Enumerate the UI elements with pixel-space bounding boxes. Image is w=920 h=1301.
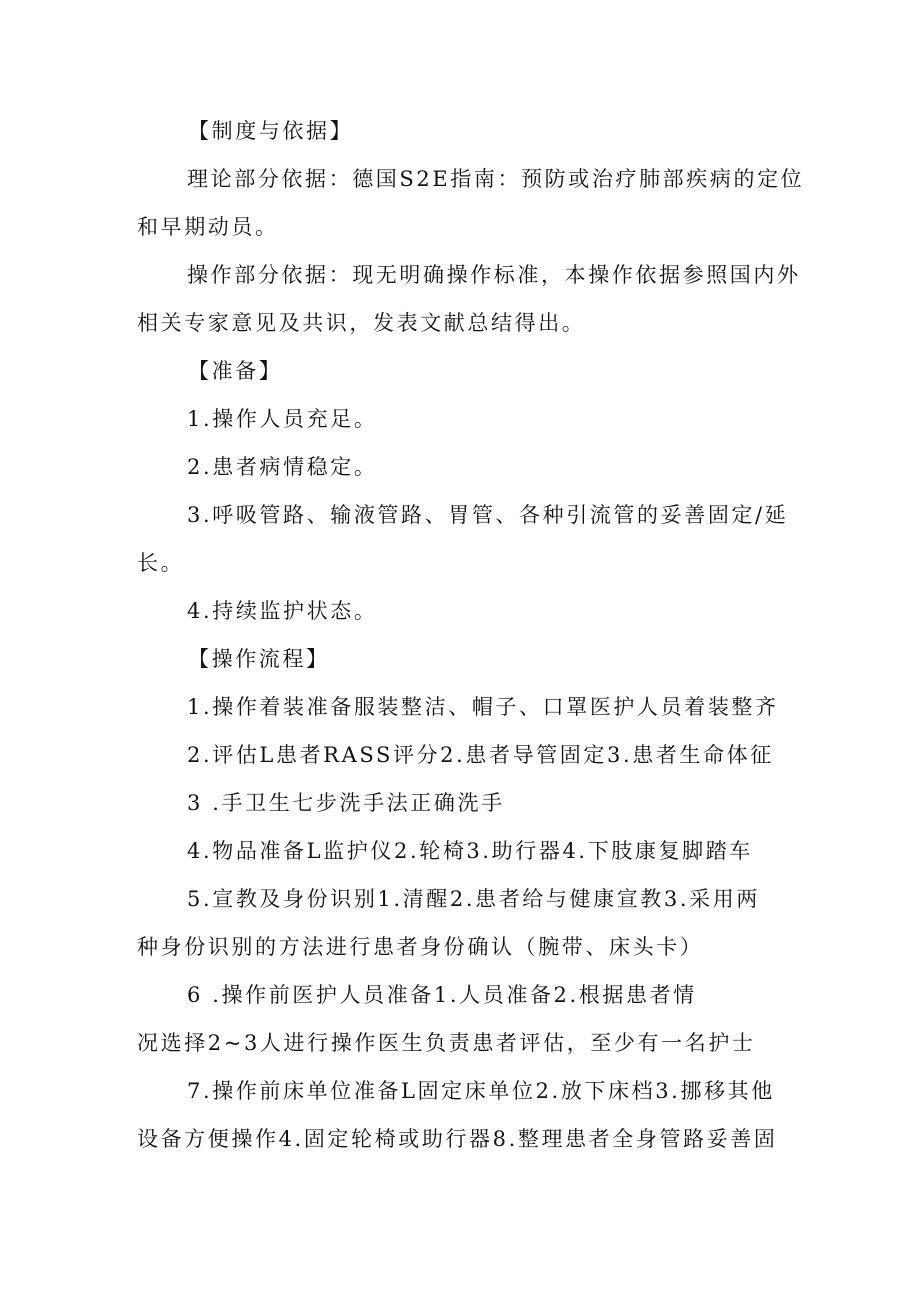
- preparation-item-4: 4.持续监护状态。: [187, 599, 378, 623]
- section-heading-preparation: 【准备】: [188, 359, 283, 383]
- procedure-item-5-line-1: 5.宣教及身份识别1.清醒2.患者给与健康宣教3.采用两: [187, 887, 760, 911]
- paragraph-theory-basis-line-1: 理论部分依据：德国S2E指南：预防或治疗肺部疾病的定位: [187, 167, 805, 191]
- preparation-item-1: 1.操作人员充足。: [187, 407, 378, 431]
- procedure-item-1: 1.操作着装准备服装整洁、帽子、口罩医护人员着装整齐: [187, 695, 779, 719]
- section-heading-procedure: 【操作流程】: [188, 647, 330, 671]
- procedure-item-3: 3 .手卫生七步洗手法正确洗手: [187, 791, 505, 815]
- paragraph-operation-basis-line-1: 操作部分依据：现无明确操作标准，本操作依据参照国内外: [187, 263, 801, 287]
- procedure-item-7-line-1: 7.操作前床单位准备L固定床单位2.放下床档3.挪移其他: [187, 1079, 775, 1103]
- procedure-item-5-line-2: 种身份识别的方法进行患者身份确认（腕带、床头卡）: [137, 935, 704, 959]
- section-heading-regulations: 【制度与依据】: [188, 119, 354, 143]
- paragraph-theory-basis-line-2: 和早期动员。: [137, 215, 279, 239]
- preparation-item-3-line-1: 3.呼吸管路、输液管路、胃管、各种引流管的妥善固定/延: [187, 503, 789, 527]
- procedure-item-4: 4.物品准备L监护仪2.轮椅3.助行器4.下肢康复脚踏车: [187, 839, 753, 863]
- procedure-item-2: 2.评估L患者RASS评分2.患者导管固定3.患者生命体征: [187, 743, 774, 767]
- procedure-item-6-line-2: 况选择2~3人进行操作医生负责患者评估，至少有一名护士: [137, 1031, 756, 1055]
- preparation-item-3-line-2: 长。: [137, 551, 185, 575]
- preparation-item-2: 2.患者病情稳定。: [187, 455, 378, 479]
- paragraph-operation-basis-line-2: 相关专家意见及共识，发表文献总结得出。: [137, 311, 586, 335]
- procedure-item-7-line-2: 设备方便操作4.固定轮椅或助行器8.整理患者全身管路妥善固: [137, 1127, 778, 1151]
- procedure-item-6-line-1: 6 .操作前医护人员准备1.人员准备2.根据患者情: [187, 983, 697, 1007]
